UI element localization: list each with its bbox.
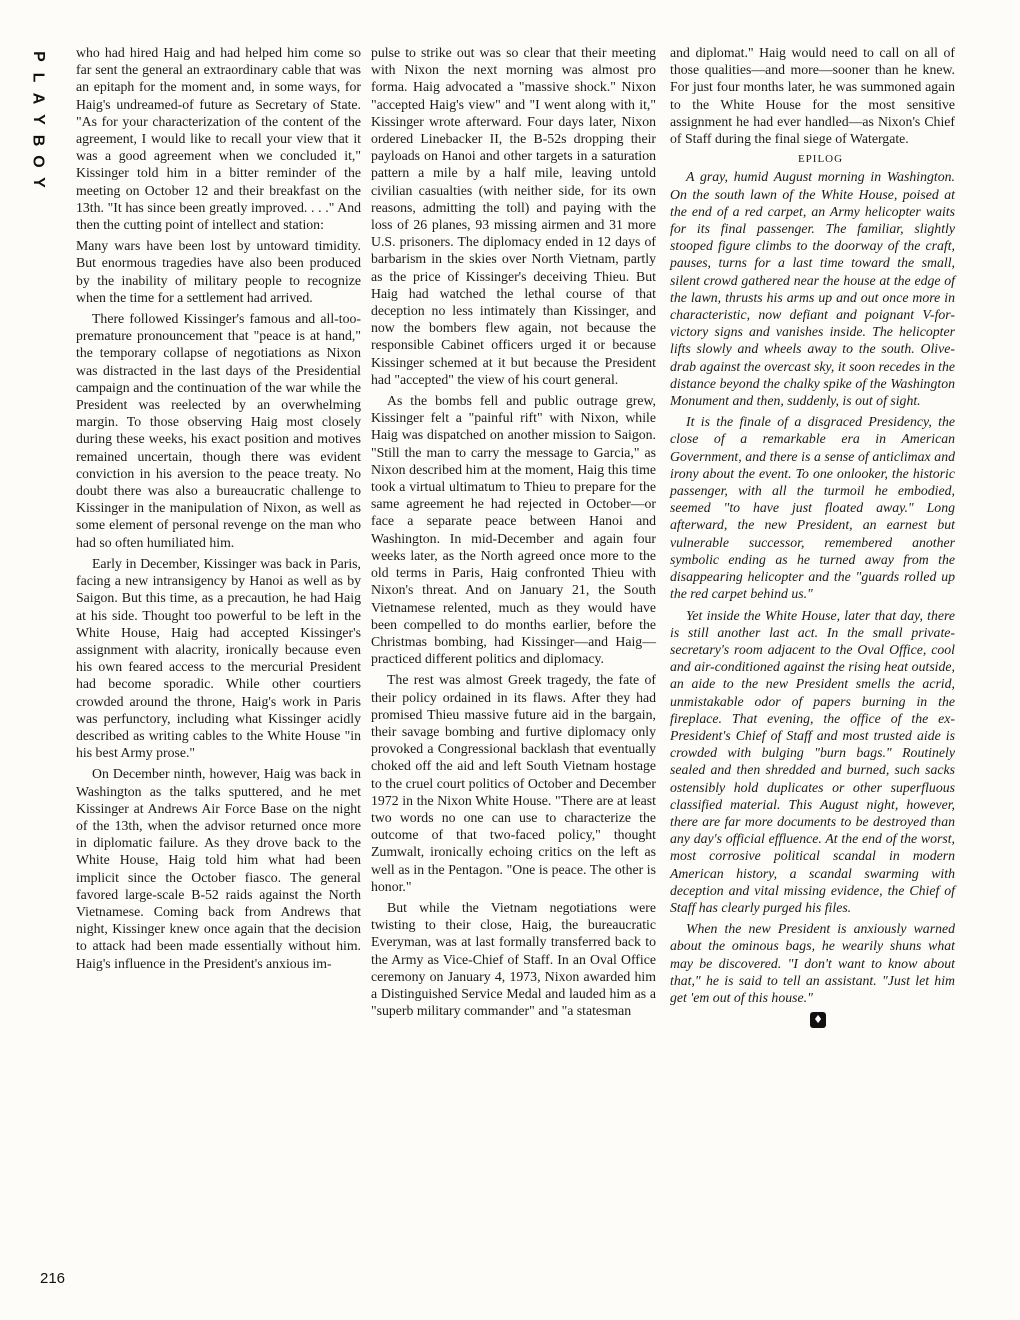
sidebar-letter: O	[29, 155, 47, 168]
sidebar-letter: P	[29, 51, 47, 62]
column-1	[76, 44, 361, 972]
paragraph: There followed Kissinger's famous and all-too-premature pronouncement that "peace is at hand," the temporary collapse of negotiations as Nixon was distracted in the last days of the Presidential campaign and the continuation of the war while the President was reelected by an overwhelming margin. To those observing Haig most closely during these weeks, his exact position and motives remained uncertain, though there was evident conviction in his aversion to the peace treaty. No doubt there was also a bureaucratic challenge to Kissinger in the manipulation of Nixon, as well as some element of personal revenge on the man who had so often humiliated him.	[76, 311, 361, 550]
magazine-sidebar-title	[28, 46, 48, 193]
paragraph: and diplomat." Haig would need to call on all of those qualities—and more—sooner than he knew. For just four months later, he was summoned again to the White House for the most sensitive assignment he had ever handled—as Nixon's Chief of Staff during the final siege of Watergate.	[670, 45, 955, 147]
epilog-text	[670, 168, 955, 1006]
page-number: 216	[40, 1270, 66, 1287]
column-2	[371, 44, 656, 1019]
paragraph: When the new President is anxiously warned about the ominous bags, he wearily shuns what may be discovered. "I don't want to know about that," he is said to tell an assistant. "Just let him get 'em out of this house."	[670, 921, 955, 1005]
paragraph: Early in December, Kissinger was back in Paris, facing a new intransigency by Hanoi as well as by Saigon. But this time, as a precaution, he had Haig at his side. Thought too powerful to be left in the White House, Haig had accepted Kissinger's assignment with alacrity, ironically because even his own feared access to the mercurial President had become sporadic. While other courtiers crowded around the throne, Haig's work in Paris was perfunctory, including what Kissinger acidly described as writing cables to the White House "in his best Army prose."	[76, 555, 361, 761]
section-heading: EPILOG	[797, 153, 844, 166]
paragraph: The rest was almost Greek tragedy, the fate of their policy ordained in its flaws. After they had promised Thieu massive future aid in the bargain, their savage bombing and furtive diplomacy only provoked a Congressional backlash that eventually choked off the aid and left South Vietnam hostage to the cruel court politics of October and December 1972 in the Nixon White House. "There are at least two words no one can use to characterize the outcome of that two-faced policy," thought Zumwalt, ironically echoing critics on the left as well as in the Pentagon. "One is peace. The other is honor."	[371, 672, 656, 894]
paragraph: pulse to strike out was so clear that their meeting with Nixon the next morning was almost pro forma. Haig advocated a "massive shock." Nixon "accepted Haig's view" and "I went along with it," Kissinger wrote afterward. Four days later, Nixon ordered Linebacker II, the B-52s dropping their payloads on Hanoi and other targets in a saturation pattern a mile by a half mile, leaving untold civilian casualties (with neither side, for its own reasons, admitting the toll) and paying with the loss of 26 planes, 93 missing airmen and 31 more U.S. prisoners. The diplomacy ended in 12 days of barbarism in the skies over North Vietnam, partly as the price of Kissinger's deceiving Thieu. But Haig had watched the lethal course of that deception no less intimately than Kissinger, and now the bombers flew again, not because the responsible Cabinet officers urged it or because Kissinger schemed at it but because the President had "accepted" the view of his court general.	[371, 45, 656, 387]
paragraph: A gray, humid August morning in Washington. On the south lawn of the White House, poised at the end of a red carpet, an Army helicopter waits for its final passenger. The familiar, slightly stooped figure climbs to the doorway of the craft, pauses, turns for a last time toward the small, silent crowd gathered near the house at the edge of the lawn, thrusts his arms up and out once more in characteristic, now defiant and poignant V-for-victory signs and vanishes inside. The helicopter lifts slowly and wheels away to the south. Olive-drab against the overcast sky, it soon recedes in the distance beyond the chalky spike of the Washington Monument and then, suddenly, is out of sight.	[670, 169, 955, 409]
paragraph: Yet inside the White House, later that day, there is still another last act. In the small private-secretary's room adjacent to the Oval Office, cool and air-conditioned against the rising heat outside, an aide to the new President smells the acrid, unmistakable odor of papers burning in the fireplace. That evening, the office of the ex-President's Chief of Staff and most trusted aide is crowded with bulging "burn bags." Routinely sealed and then shredded and burned, such sacks ostensibly hold duplicates or other superfluous classified material. This August night, however, there are far more documents to be destroyed than any day's official effluence. At the end of the worst, most corrosive political scandal in modern American history, a scandal swarming with deception and vital missing evidence, the Chief of Staff has clearly purged his files.	[670, 607, 955, 915]
sidebar-letter: B	[29, 134, 47, 147]
paragraph: But while the Vietnam negotiations were twisting to their close, Haig, the bureaucratic Everyman, was at last formally transferred back to the Army as Vice-Chief of Staff. In an Oval Office ceremony on January 4, 1973, Nixon awarded him a Distinguished Service Medal and lauded him as a "superb military commander" and "a statesman	[371, 899, 656, 1019]
paragraph: As the bombs fell and public outrage grew, Kissinger felt a "painful rift" with Nixon, while Haig was dispatched on another mission to Saigon. "Still the man to carry the message to Garcia," as Nixon described him at the moment, Haig this time took a virtual ultimatum to Thieu to prepare for the same agreement he had rejected in October—or face a separate peace between Hanoi and Washington. In mid-December and again four weeks later, as the North agreed once more to the old terms in Paris, Haig confronted Thieu with Nixon's threat. And on January 21, the South Vietnamese relented, much as they would have been compelled to do months earlier, before the Christmas bombing, had Kissinger—and Haig—practiced different politics and diplomacy.	[371, 393, 656, 667]
paragraph: It is the finale of a disgraced Presidency, the close of a remarkable era in American Government, and there is a sense of anticlimax and irony about the event. To one onlooker, the historic passenger, with all the turmoil he embodied, seemed "to have just floated away." Long afterward, the new President, an earnest but vulnerable successor, remembered another symbolic ending as he turned away from the disappearing helicopter and the "guards rolled up the red carpet behind us."	[670, 414, 955, 602]
paragraph: On December ninth, however, Haig was back in Washington as the talks sputtered, and he met Kissinger at Andrews Air Force Base on the night of the 13th, when the advisor returned once more in diplomatic failure. As they drove back to the White House, Haig told him what had been implicit since the October fiasco. The general favored large-scale B-52 raids against the North Vietnamese. Coming back from Andrews that night, Kissinger knew once again that the decision to attack had been made essentially without him. Haig's influence in the President's anxious im-	[76, 766, 361, 971]
sidebar-letter: Y	[29, 114, 47, 125]
sidebar-letter: L	[29, 72, 47, 83]
paragraph: who had hired Haig and had helped him come so far sent the general an extraordinary cable that was an epitaph for the moment and, in some ways, for Haig's undreamed-of future as Secretary of State. "As for your characterization of the content of the agreement, I would like to recall your view that it was a good agreement when we concluded it," Kissinger told him in a bitter reminder of the meeting on October 12 and their breakfast on the 13th. "It has since been greatly improved. . . ." And then the cutting point of intellect and station:	[76, 45, 361, 233]
end-mark-icon: ♦	[810, 1012, 826, 1028]
sidebar-letter: A	[29, 92, 47, 105]
sidebar-letter: Y	[29, 177, 47, 188]
block-quote: Many wars have been lost by untoward timidity. But enormous tragedies have also been produced by the inability of military people to recognize when the time for a settlement had arrived.	[76, 238, 361, 305]
column-3	[670, 44, 955, 1028]
